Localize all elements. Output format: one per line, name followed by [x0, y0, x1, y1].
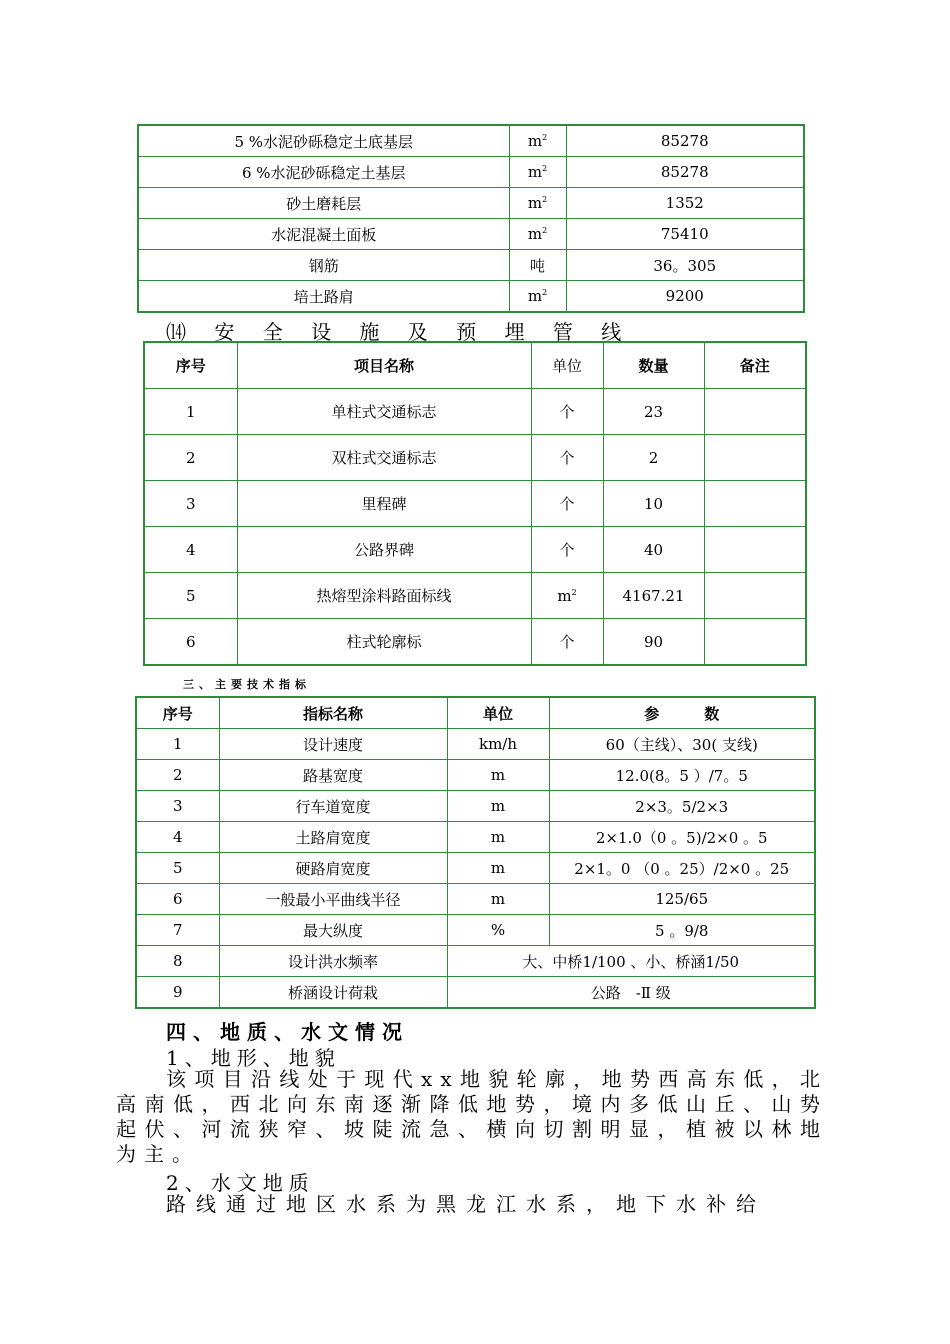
row-unit: m [447, 791, 549, 822]
geology-hydrology-heading: 四、地质、水文情况 [166, 1020, 409, 1044]
row-name: 路基宽度 [219, 760, 447, 791]
row-no: 9 [136, 977, 219, 1009]
row-no: 4 [136, 822, 219, 853]
item-value: 85278 [566, 125, 804, 157]
row-qty: 10 [603, 481, 704, 527]
row-name: 桥涵设计荷栽 [219, 977, 447, 1009]
row-note [704, 389, 806, 435]
row-unit: $m^2$ [531, 573, 603, 619]
hydrogeology-paragraph: 路线通过地区水系为黑龙江水系，地下水补给 [166, 1192, 766, 1216]
row-param: 2×1。0 （0 。25）/2×0 。25 [549, 853, 815, 884]
item-name: 钢筋 [138, 250, 509, 281]
materials-table [137, 124, 805, 313]
item-value: 1352 [566, 188, 804, 219]
terrain-subheading: 1、地形、地貌 [166, 1046, 341, 1070]
header-qty: 数量 [603, 342, 704, 389]
row-no: 4 [144, 527, 237, 573]
row-name: 行车道宽度 [219, 791, 447, 822]
table-row [144, 481, 806, 527]
item-value: 9200 [566, 281, 804, 313]
row-unit: 个 [531, 527, 603, 573]
table-row [136, 977, 815, 1009]
row-unit: 个 [531, 389, 603, 435]
row-unit: m [447, 760, 549, 791]
row-no: 1 [144, 389, 237, 435]
row-no: 2 [136, 760, 219, 791]
item-unit: $m^2$ [509, 281, 566, 313]
row-name: 最大纵度 [219, 915, 447, 946]
row-note [704, 435, 806, 481]
row-unit: m [447, 822, 549, 853]
row-name: 单柱式交通标志 [237, 389, 531, 435]
safety-facilities-table [143, 341, 807, 666]
row-no: 6 [144, 619, 237, 666]
header-no: 序号 [136, 697, 219, 729]
table-row [136, 884, 815, 915]
row-name: 土路肩宽度 [219, 822, 447, 853]
row-name: 里程碑 [237, 481, 531, 527]
row-name: 一般最小平曲线半径 [219, 884, 447, 915]
item-name: 5 %水泥砂砾稳定土底基层 [138, 125, 509, 157]
row-unit: m [447, 853, 549, 884]
table-row [144, 527, 806, 573]
table-row [136, 791, 815, 822]
row-qty: 40 [603, 527, 704, 573]
item-value: 36。305 [566, 250, 804, 281]
row-unit: km/h [447, 729, 549, 760]
table-row [136, 760, 815, 791]
row-unit: m [447, 884, 549, 915]
row-qty: 23 [603, 389, 704, 435]
table-row [144, 619, 806, 666]
item-value: 75410 [566, 219, 804, 250]
item-name: 水泥混凝土面板 [138, 219, 509, 250]
item-unit: 吨 [509, 250, 566, 281]
row-param: 公路 -Ⅱ 级 [447, 977, 815, 1009]
row-note [704, 527, 806, 573]
table-row [144, 389, 806, 435]
table-header-row [136, 697, 815, 729]
row-no: 5 [136, 853, 219, 884]
item-name: 砂土磨耗层 [138, 188, 509, 219]
row-qty: 4167.21 [603, 573, 704, 619]
row-param: 60（主线）、30( 支线) [549, 729, 815, 760]
table-row [144, 573, 806, 619]
row-no: 3 [144, 481, 237, 527]
row-no: 7 [136, 915, 219, 946]
table-row [136, 729, 815, 760]
table-row [136, 822, 815, 853]
table-header-row [144, 342, 806, 389]
row-name: 柱式轮廓标 [237, 619, 531, 666]
table-row [136, 915, 815, 946]
table-row [136, 946, 815, 977]
item-name: 培土路肩 [138, 281, 509, 313]
row-param: 12.0(8。5 ）/7。5 [549, 760, 815, 791]
table-row [138, 250, 804, 281]
tech-indicators-table [135, 696, 816, 1009]
row-no: 5 [144, 573, 237, 619]
row-unit: 个 [531, 435, 603, 481]
item-unit: $m^2$ [509, 219, 566, 250]
row-note [704, 619, 806, 666]
row-qty: 2 [603, 435, 704, 481]
row-qty: 90 [603, 619, 704, 666]
item-unit: $m^2$ [509, 125, 566, 157]
header-note: 备注 [704, 342, 806, 389]
row-param: 5 。9/8 [549, 915, 815, 946]
hydrogeology-subheading: 2、水文地质 [166, 1171, 315, 1195]
row-name: 设计洪水频率 [219, 946, 447, 977]
item-unit: $m^2$ [509, 157, 566, 188]
table-row [138, 219, 804, 250]
header-name: 项目名称 [237, 342, 531, 389]
row-no: 3 [136, 791, 219, 822]
row-name: 硬路肩宽度 [219, 853, 447, 884]
row-no: 1 [136, 729, 219, 760]
row-name: 双柱式交通标志 [237, 435, 531, 481]
table-row [138, 281, 804, 313]
header-unit: 单位 [531, 342, 603, 389]
row-no: 6 [136, 884, 219, 915]
row-param: 2×1.0（0 。5)/2×0 。5 [549, 822, 815, 853]
header-unit: 单位 [447, 697, 549, 729]
item-unit: $m^2$ [509, 188, 566, 219]
row-unit: 个 [531, 481, 603, 527]
terrain-paragraph: 该项目沿线处于现代xx地貌轮廓，地势西高东低，北高南低，西北向东南逐渐降低地势，境内多低山丘、山势起伏、河流狭窄、坡陡流急、横向切割明显，植被以林地为主。 [116, 1067, 828, 1166]
item-value: 85278 [566, 157, 804, 188]
tech-indicators-heading: 三、主要技术指标 [183, 678, 311, 691]
table-row [138, 157, 804, 188]
header-param: 参 数 [549, 697, 815, 729]
row-param: 125/65 [549, 884, 815, 915]
table-row [136, 853, 815, 884]
table-row [138, 125, 804, 157]
table-row [138, 188, 804, 219]
row-note [704, 573, 806, 619]
row-name: 公路界碑 [237, 527, 531, 573]
row-note [704, 481, 806, 527]
row-name: 热熔型涂料路面标线 [237, 573, 531, 619]
row-no: 2 [144, 435, 237, 481]
row-no: 8 [136, 946, 219, 977]
header-no: 序号 [144, 342, 237, 389]
safety-facilities-heading: ⒁ 安 全 设 施 及 预 埋 管 线 [166, 320, 633, 344]
item-name: 6 %水泥砂砾稳定土基层 [138, 157, 509, 188]
header-name: 指标名称 [219, 697, 447, 729]
row-param: 2×3。5/2×3 [549, 791, 815, 822]
row-unit: 个 [531, 619, 603, 666]
table-row [144, 435, 806, 481]
row-unit: % [447, 915, 549, 946]
row-param: 大、中桥1/100 、小、桥涵1/50 [447, 946, 815, 977]
row-name: 设计速度 [219, 729, 447, 760]
